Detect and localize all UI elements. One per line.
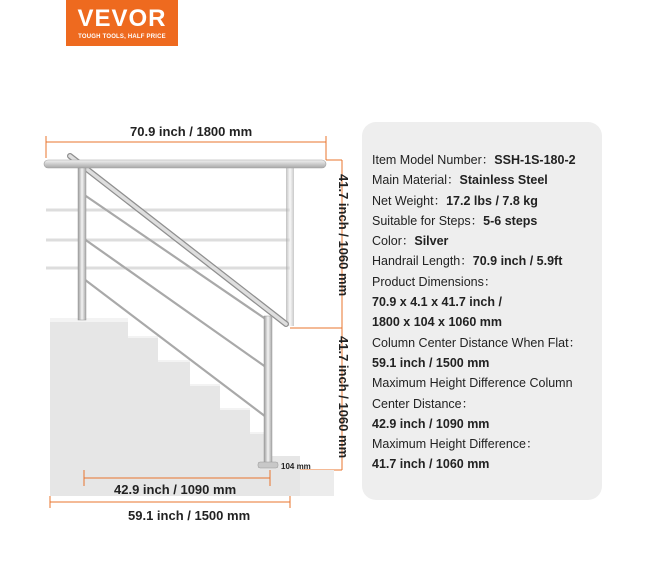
spec-weight: Net Weight：17.2 lbs / 7.8 kg <box>372 193 538 208</box>
flat-handrail <box>44 160 326 168</box>
dimension-top-width: 70.9 inch / 1800 mm <box>130 124 253 139</box>
specifications-panel <box>362 122 602 500</box>
spec-column-flat-label: Column Center Distance When Flat： <box>372 335 582 350</box>
dimension-height-upper: 41.7 inch / 1060 mm <box>336 174 351 297</box>
flat-rails <box>46 164 324 268</box>
dimension-height-lower: 41.7 inch / 1060 mm <box>336 336 351 459</box>
spec-steps: Suitable for Steps：5-6 steps <box>372 213 538 228</box>
right-dimension-lines <box>290 160 342 470</box>
spec-product-dimensions-inch: 70.9 x 4.1 x 41.7 inch / <box>372 295 502 310</box>
left-post <box>78 168 86 320</box>
dimension-column-slope: 42.9 inch / 1090 mm <box>114 482 237 497</box>
spec-material: Main Material：Stainless Steel <box>372 173 548 188</box>
post-base <box>258 462 278 468</box>
spec-center-distance-label: Center Distance： <box>372 396 475 411</box>
spec-column-flat-value: 59.1 inch / 1500 mm <box>372 355 490 370</box>
dimension-column-flat: 59.1 inch / 1500 mm <box>128 508 251 523</box>
spec-product-dimensions-mm: 1800 x 104 x 1060 mm <box>372 315 502 330</box>
ghost-post <box>286 166 294 326</box>
dimension-base-width: 104 mm <box>281 462 311 471</box>
spec-max-height-value: 41.7 inch / 1060 mm <box>372 457 490 472</box>
right-post <box>264 316 272 466</box>
spec-product-dimensions-label: Product Dimensions： <box>372 274 497 289</box>
spec-color: Color：Silver <box>372 234 449 249</box>
spec-max-height-label: Maximum Height Difference： <box>372 437 539 452</box>
top-dimension-line <box>46 136 326 160</box>
spec-center-distance-value: 42.9 inch / 1090 mm <box>372 416 490 431</box>
spec-max-height-column-label: Maximum Height Difference Column <box>372 376 573 391</box>
spec-handrail-length: Handrail Length：70.9 inch / 5.9ft <box>372 254 563 269</box>
logo-tagline: TOUGH TOOLS, HALF PRICE <box>78 34 166 40</box>
logo-brand: VEVOR <box>77 5 167 32</box>
spec-model: Item Model Number：SSH-1S-180-2 <box>372 153 576 167</box>
